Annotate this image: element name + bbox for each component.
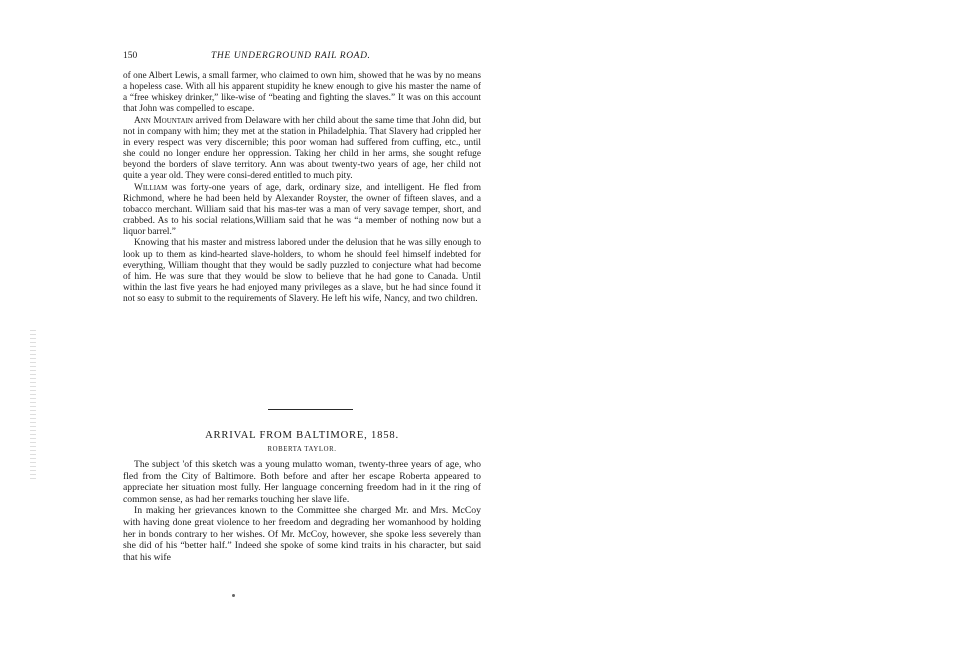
- paragraph-ann-mountain: [123, 116, 481, 183]
- left-page-number: 150: [123, 51, 138, 61]
- section-subhead-roberta-taylor: ROBERTA TAYLOR.: [267, 446, 337, 453]
- section-heading-baltimore: ARRIVAL FROM BALTIMORE, 1858.: [205, 430, 399, 441]
- william-text: was forty-one years of age, dark, ordinary size, and intelligent. He fled from Richmond, where he had been held by Alexander Royster, the owner of fifteen slaves, and a tobacco merchant. William said that his mas-ter was a man of very savage temper, short, and crabbed. As to his social relations,William said that he was “a member of nothing now but a liquor barrel.”: [123, 182, 481, 238]
- name-william: William: [134, 182, 168, 193]
- print-speck: [232, 594, 235, 597]
- paragraph-continuation: of one Albert Lewis, a small farmer, who claimed to own him, showed that he was by no means a hopeless case. With all his apparent stupidity he knew enough to give his master the name of a “free whiskey drinker,” like-wise of “beating and fighting the slaves.” It was on this account that John was compelled to escape.: [123, 71, 481, 115]
- left-column-top: [123, 71, 481, 305]
- paragraph-subject: The subject 'of this sketch was a young mulatto woman, twenty-three years of age, who fled from the City of Baltimore. Both before and after her escape Roberta appeared to appreciate her situation most fully. Her language concerning freedom had in it the ring of common sense, as had her remarks touching her slave life.: [123, 459, 481, 505]
- paragraph-william: [123, 183, 481, 239]
- ann-mountain-text: arrived from Delaware with her child about the same time that John did, but not in company with him; they met at the station in Philadelphia. That Slavery had crippled her in every respect was very discernible; this poor woman had suffered from cuffing, etc., until she could no longer endure her oppression. Taking her child in her arms, she sought refuge beyond the borders of slave territory. Ann was about twenty-two years of age, her child not quite a year old. They were consi-dered entitled to much pity.: [123, 115, 482, 182]
- name-ann-mountain: Ann Mountain: [134, 115, 193, 126]
- paragraph-grievances: In making her grievances known to the Committee she charged Mr. and Mrs. McCoy with having done great violence to her freedom and degrading her womanhood by holding her in bonds contrary to her wishes. Of Mr. McCoy, however, she spoke less severely than she did of his “better half.” Indeed she spoke of some kind traits in his character, but said that his wife: [123, 505, 481, 563]
- right-page: [490, 0, 980, 647]
- paragraph-knowing: Knowing that his master and mistress labored under the delusion that he was silly enough to look up to them as kind-hearted slave-holders, to whom he should feel himself indebted for everything, William thought that they would be sadly puzzled to conjecture what had become of him. He was sure that they would be slow to believe that he had gone to Canada. Until within the last five years he had enjoyed many privileges as a slave, but he had since found it not so easy to submit to the requirements of Slavery. He left his wife, Nancy, and two children.: [123, 238, 481, 305]
- page-edge-mark: [30, 330, 36, 480]
- left-running-head: THE UNDERGROUND RAIL ROAD.: [211, 51, 371, 61]
- left-column-bottom: [123, 459, 481, 563]
- section-divider-left: [268, 409, 353, 410]
